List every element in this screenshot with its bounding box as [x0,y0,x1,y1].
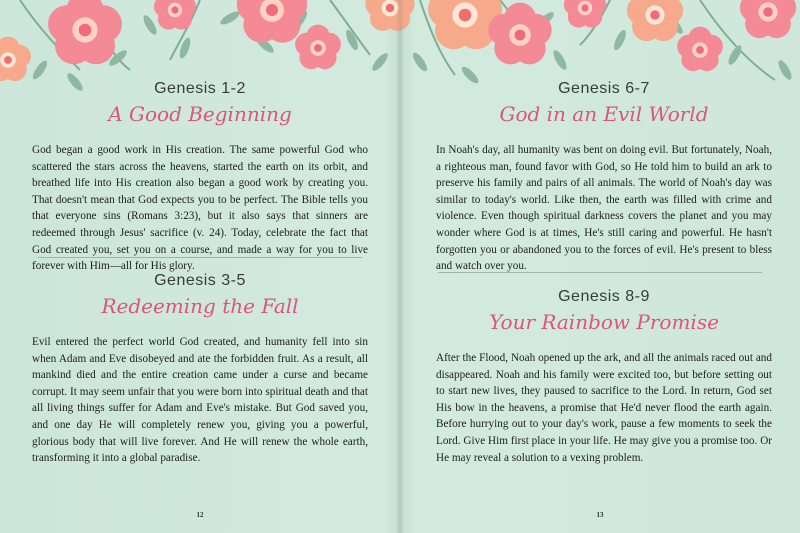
devotion-section [32,272,368,467]
section-body: In Noah's day, all humanity was bent on doing evil. But fortunately, Noah, a righteous man, found favor with God, so He told him to build an ark to preserve his family and pairs of all animals. The world of Noah's day was similar to today's world. Like then, the earth was filled with crime and violence. Even though spiritual darkness covers the planet and you may wonder where God is at times, He's still caring and powerful. He hasn't forgotten you or abandoned you to the forces of evil. He's present to bless and watch over you. [436,144,772,273]
section-body: God began a good work in His creation. The same powerful God who scattered the stars across the heavens, started the earth on its orbit, and breathed life into His creation also began a good work by creating you. That doesn't mean that God expects you to be perfect. The Bible tells you that everyone sins (Romans 3:23), but it also says that sinners are redeemed through Jesus' sacrifice (v. 24). Today, celebrate the fact that God created you, set you on a course, and made a way for you to live forever with Him—all for His glory. [32,144,368,273]
section-heading: Genesis 6-7 [558,80,650,97]
section-heading: Genesis 3-5 [154,272,246,289]
section-subtitle: A Good Beginning [108,102,292,126]
right-page [400,0,800,533]
devotion-section [32,80,368,275]
section-heading: Genesis 8-9 [558,288,650,305]
section-body: Evil entered the perfect world God created, and humanity fell into sin when Adam and Eve disobeyed and ate the forbidden fruit. As a result, all mankind died and the entire creation came under a curse and became corrupt. It may seem unfair that you were born into spiritual death and that all living things suffer for Adam and Eve's mistake. But God saved you, and one day He will completely renew you, giving you a powerful, glorious body that will live forever. And He will renew the whole earth, transforming it into a global paradise. [32,336,368,465]
devotion-section [436,288,772,466]
page-number: 12 [196,511,204,519]
section-subtitle: Redeeming the Fall [101,294,299,318]
section-divider [38,257,362,258]
devotion-section [436,80,772,275]
section-subtitle: God in an Evil World [499,102,709,126]
section-subtitle: Your Rainbow Promise [489,310,719,334]
section-heading: Genesis 1-2 [154,80,246,97]
section-body: After the Flood, Noah opened up the ark, and all the animals raced out and disappeared. Noah and his family were excited too, but before setting out to start new lives, they paused to sacrifice to the Lord. In return, God set His bow in the heavens, a promise that He'd never flood the earth again. Before hurrying out to your day's work, pause a few moments to seek the Lord. Give Him first place in your life. He may give you a promise too. Or He may reveal a solution to a vexing problem. [436,352,772,464]
section-divider [438,272,762,273]
page-number: 13 [596,511,604,519]
